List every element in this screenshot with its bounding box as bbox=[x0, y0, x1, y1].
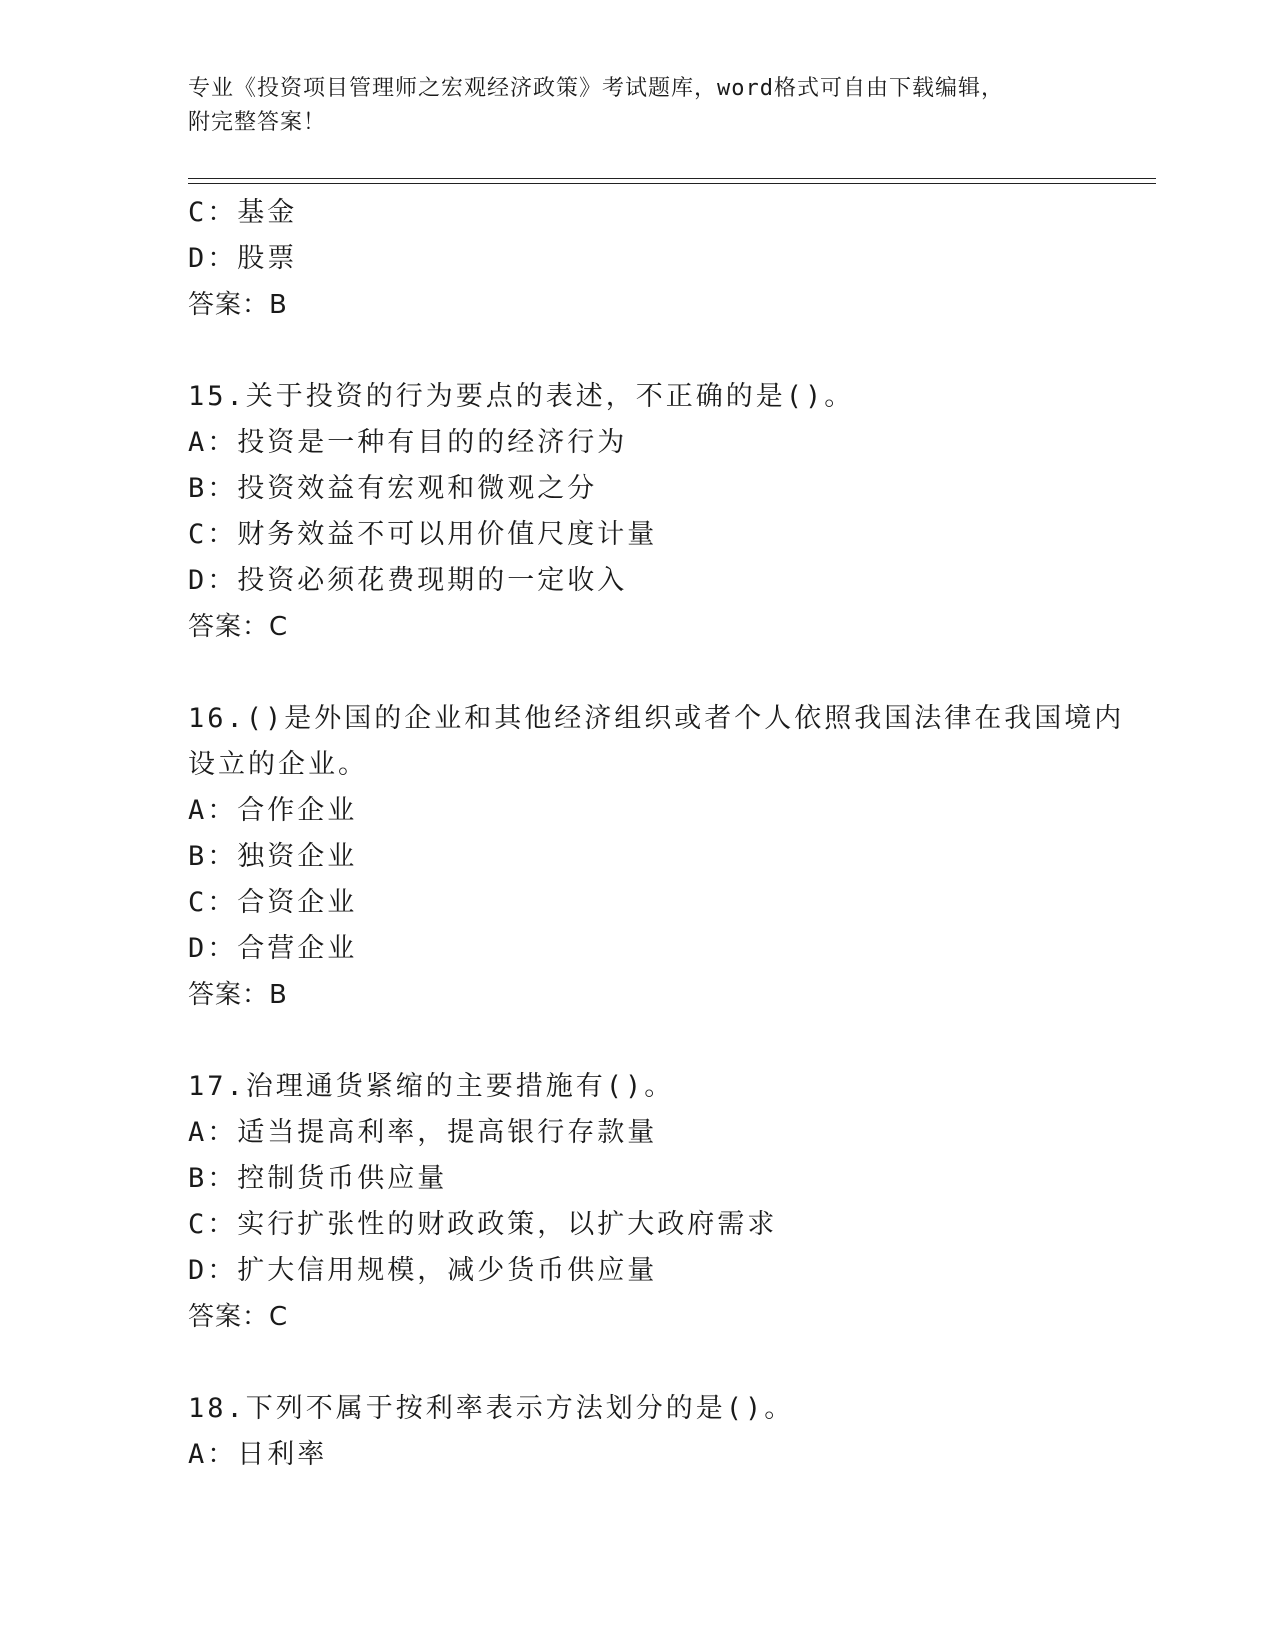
header-divider-top bbox=[188, 178, 1156, 179]
option-a: A：日利率 bbox=[188, 1439, 328, 1470]
document-body bbox=[188, 190, 1156, 1478]
header-line-1: 专业《投资项目管理师之宏观经济政策》考试题库，word格式可自由下载编辑， bbox=[188, 76, 1004, 101]
question-stem: 18.下列不属于按利率表示方法划分的是()。 bbox=[188, 1393, 795, 1424]
option-b: B：独资企业 bbox=[188, 841, 358, 872]
header-divider-bottom bbox=[188, 183, 1156, 184]
header-line-2: 附完整答案！ bbox=[188, 110, 327, 135]
answer-text: 答案：B bbox=[188, 980, 288, 1010]
option-c: C：财务效益不可以用价值尺度计量 bbox=[188, 519, 658, 550]
option-b: B：投资效益有宏观和微观之分 bbox=[188, 473, 598, 504]
option-c: C：实行扩张性的财政政策，以扩大政府需求 bbox=[188, 1209, 778, 1240]
question-stem-continued: 设立的企业。 bbox=[188, 749, 368, 780]
option-d: D：合营企业 bbox=[188, 933, 358, 964]
question-block-16 bbox=[188, 696, 1156, 1018]
option-a: A：投资是一种有目的的经济行为 bbox=[188, 427, 628, 458]
option-d: D：扩大信用规模，减少货币供应量 bbox=[188, 1255, 658, 1286]
answer-text: 答案：C bbox=[188, 612, 289, 642]
document-header bbox=[188, 72, 1088, 140]
question-block-17 bbox=[188, 1064, 1156, 1340]
question-block-14 bbox=[188, 190, 1156, 328]
question-stem: 17.治理通货紧缩的主要措施有()。 bbox=[188, 1071, 675, 1102]
question-stem: 15.关于投资的行为要点的表述，不正确的是()。 bbox=[188, 381, 855, 412]
question-stem: 16.()是外国的企业和其他经济组织或者个人依照我国法律在我国境内 bbox=[188, 703, 1125, 734]
option-d: D：股票 bbox=[188, 243, 298, 274]
question-block-18 bbox=[188, 1386, 1156, 1478]
question-block-15 bbox=[188, 374, 1156, 650]
answer-text: 答案：C bbox=[188, 1302, 289, 1332]
option-c: C：基金 bbox=[188, 197, 298, 228]
option-a: A：合作企业 bbox=[188, 795, 358, 826]
option-b: B：控制货币供应量 bbox=[188, 1163, 448, 1194]
option-a: A：适当提高利率，提高银行存款量 bbox=[188, 1117, 658, 1148]
option-d: D：投资必须花费现期的一定收入 bbox=[188, 565, 628, 596]
answer-text: 答案：B bbox=[188, 290, 288, 320]
option-c: C：合资企业 bbox=[188, 887, 358, 918]
